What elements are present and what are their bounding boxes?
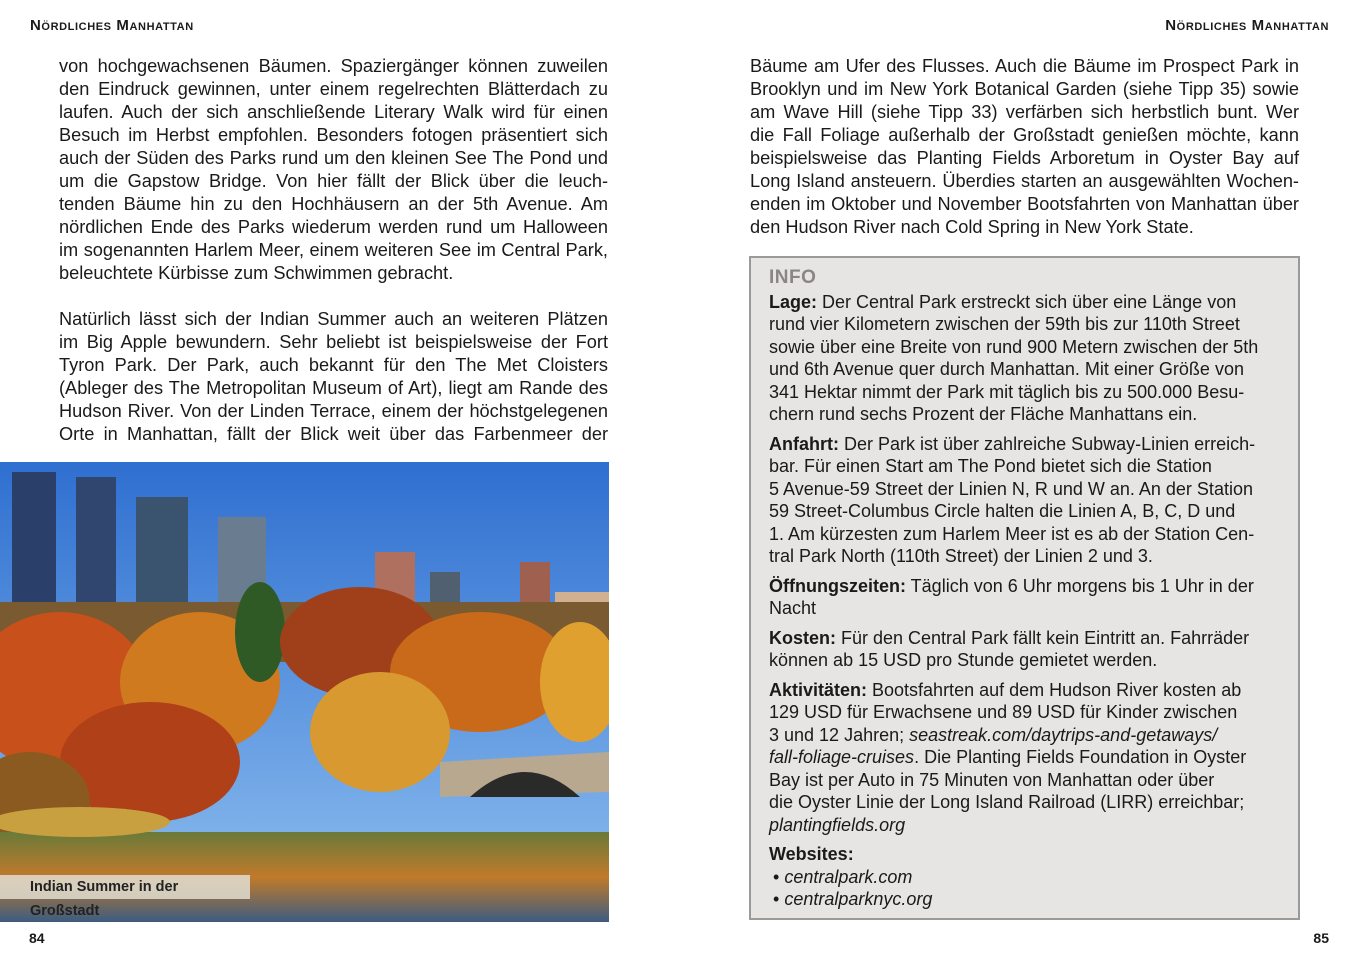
info-text: und 6th Avenue quer durch Manhattan. Mit einer Größe von — [769, 359, 1244, 379]
photo-caption: Indian Summer in der Großstadt — [0, 875, 250, 899]
running-header-right: Nördliches Manhattan — [1165, 17, 1329, 34]
text-line: Tyron Park. Der Park, auch bekannt für den The Met Cloisters — [59, 355, 608, 375]
info-text: Für den Central Park fällt kein Eintritt an. Fahrräder — [836, 627, 1250, 648]
website-link[interactable]: centralpark.com — [784, 866, 913, 887]
info-text: . Die Planting Fields Foundation in Oyster — [914, 747, 1247, 767]
website-link[interactable]: plantingfields.org — [769, 814, 906, 835]
info-label: Anfahrt: — [769, 433, 839, 454]
info-line — [769, 888, 1298, 911]
info-text: 1. Am kürzesten zum Harlem Meer ist es ab der Station Cen- — [769, 523, 1255, 544]
info-box — [749, 256, 1300, 920]
info-line — [769, 724, 1298, 747]
info-section — [769, 433, 1298, 568]
info-text: 5 Avenue-59 Street der Linien N, R und W an. An der Station — [769, 478, 1253, 499]
info-line — [769, 627, 1298, 650]
text-line: Natürlich lässt sich der Indian Summer auch an weiteren Plätzen — [59, 309, 608, 329]
info-text: Nacht — [769, 598, 817, 618]
text-line: Bäume am Ufer des Flusses. Auch die Bäume im Prospect Park in — [750, 56, 1299, 76]
info-section — [769, 679, 1298, 837]
info-text: chern rund sechs Prozent der Fläche Manhattans ein. — [769, 404, 1198, 424]
text-line: nördlichen Ende des Parks wiederum werden rund um Halloween — [59, 217, 608, 237]
info-line — [769, 403, 1298, 426]
bullet: • — [773, 889, 785, 909]
bullet: • — [773, 866, 785, 887]
info-line — [769, 791, 1298, 814]
right-body-text — [750, 55, 1299, 239]
paragraph-gap — [59, 285, 608, 308]
website-link[interactable]: fall-foliage-cruises — [769, 747, 915, 767]
text-line: (Ableger des The Metropolitan Museum of Art), liegt am Rande des — [59, 378, 608, 398]
text-line: Long Island ansteuern. Überdies starten an ausgewählten Wochen- — [750, 171, 1299, 191]
info-text: können ab 15 USD pro Stunde gemietet werden. — [769, 650, 1158, 670]
text-line: Brooklyn und im New York Botanical Garden (siehe Tipp 35) sowie — [750, 79, 1299, 99]
text-line: am Wave Hill (siehe Tipp 33) verfärben sich herbstlich bunt. Wer — [750, 102, 1299, 122]
text-line: beispielsweise das Planting Fields Arboretum in Oyster Bay auf — [750, 148, 1299, 168]
info-text: Bootsfahrten auf dem Hudson River kosten ab — [867, 679, 1242, 700]
info-text: 59 Street-Columbus Circle halten die Linien A, B, C, D und — [769, 501, 1236, 521]
info-label: Aktivitäten: — [769, 679, 868, 700]
text-line: auch der Süden des Parks rund um den kleinen See The Pond und — [59, 148, 608, 168]
info-line — [769, 381, 1298, 404]
info-section — [769, 291, 1298, 426]
text-line: beleuchtete Kürbisse zum Schwimmen gebracht. — [59, 263, 454, 283]
info-section — [769, 627, 1298, 672]
website-link[interactable]: seastreak.com/daytrips-and-getaways/ — [909, 724, 1218, 745]
info-box-title: INFO — [769, 267, 817, 288]
info-line — [769, 679, 1298, 702]
text-line: um die Gapstow Bridge. Von hier fällt der Blick über die leuch- — [59, 171, 608, 191]
website-link[interactable]: centralparknyc.org — [784, 889, 933, 909]
info-line — [769, 500, 1298, 523]
info-line — [769, 746, 1298, 769]
info-line — [769, 866, 1298, 889]
info-line — [769, 455, 1298, 478]
info-text: tral Park North (110th Street) der Linien 2 und 3. — [769, 546, 1153, 566]
info-line — [769, 649, 1298, 672]
info-line — [769, 291, 1298, 314]
text-line: von hochgewachsenen Bäumen. Spaziergänger können zuweilen — [59, 56, 608, 76]
info-label: Lage: — [769, 291, 818, 312]
info-text: bar. Für einen Start am The Pond bietet sich die Station — [769, 456, 1212, 476]
page-number-left: 84 — [29, 930, 45, 946]
text-line: tenden Bäume hin zu den Hochhäusern an der 5th Avenue. Am — [59, 194, 608, 214]
info-text: die Oyster Linie der Long Island Railroad (LIRR) erreichbar; — [769, 792, 1245, 812]
info-section — [769, 575, 1298, 620]
info-line — [769, 597, 1298, 620]
text-line: Hudson River. Von der Linden Terrace, einem der höchstgelegenen — [59, 401, 608, 421]
info-label: Öffnungszeiten: — [769, 575, 906, 596]
running-header-left: Nördliches Manhattan — [30, 17, 194, 34]
text-line: im sogenannten Harlem Meer, einem weiteren See im Central Park, — [59, 240, 608, 260]
info-text: Der Park ist über zahlreiche Subway-Linien erreich- — [839, 433, 1256, 454]
info-section — [769, 843, 1298, 911]
info-line — [769, 575, 1298, 598]
info-line — [769, 843, 1298, 866]
info-line — [769, 814, 1298, 837]
text-line: enden im Oktober und November Bootsfahrten von Manhattan über — [750, 194, 1299, 214]
info-line — [769, 433, 1298, 456]
text-line: im Big Apple bewundern. Sehr beliebt ist beispielsweise der Fort — [59, 332, 608, 352]
text-line: den Eindruck gewinnen, unter einem regelrechten Blätterdach zu — [59, 79, 608, 99]
central-park-autumn-photo — [0, 462, 609, 922]
info-text: 129 USD für Erwachsene und 89 USD für Kinder zwischen — [769, 702, 1238, 722]
info-label: Kosten: — [769, 627, 836, 648]
info-text: Täglich von 6 Uhr morgens bis 1 Uhr in der — [906, 575, 1254, 596]
page-number-right: 85 — [1313, 930, 1329, 946]
info-text: Bay ist per Auto in 75 Minuten von Manhattan oder über — [769, 769, 1215, 790]
left-body-text — [59, 55, 608, 446]
info-text: rund vier Kilometern zwischen der 59th bis zur 110th Street — [769, 314, 1240, 334]
text-line: laufen. Auch der sich anschließende Literary Walk wird für einen — [59, 102, 608, 122]
info-line — [769, 769, 1298, 792]
info-label: Websites: — [769, 844, 854, 864]
info-line — [769, 523, 1298, 546]
info-line — [769, 545, 1298, 568]
text-line: Orte in Manhattan, fällt der Blick weit über das Farbenmeer der — [59, 424, 608, 444]
info-line — [769, 336, 1298, 359]
info-line — [769, 313, 1298, 336]
text-line: die Fall Foliage außerhalb der Großstadt genießen möchte, kann — [750, 125, 1299, 145]
info-line — [769, 701, 1298, 724]
info-text: 3 und 12 Jahren; — [769, 724, 910, 745]
info-text: sowie über eine Breite von rund 900 Metern zwischen der 5th — [769, 336, 1259, 357]
text-line: den Hudson River nach Cold Spring in New York State. — [750, 217, 1194, 237]
info-line — [769, 478, 1298, 501]
text-line: Besuch im Herbst empfohlen. Besonders fotogen präsentiert sich — [59, 125, 608, 145]
info-text: Der Central Park erstreckt sich über eine Länge von — [817, 291, 1237, 312]
info-line — [769, 358, 1298, 381]
info-text: 341 Hektar nimmt der Park mit täglich bis zu 500.000 Besu- — [769, 381, 1245, 402]
